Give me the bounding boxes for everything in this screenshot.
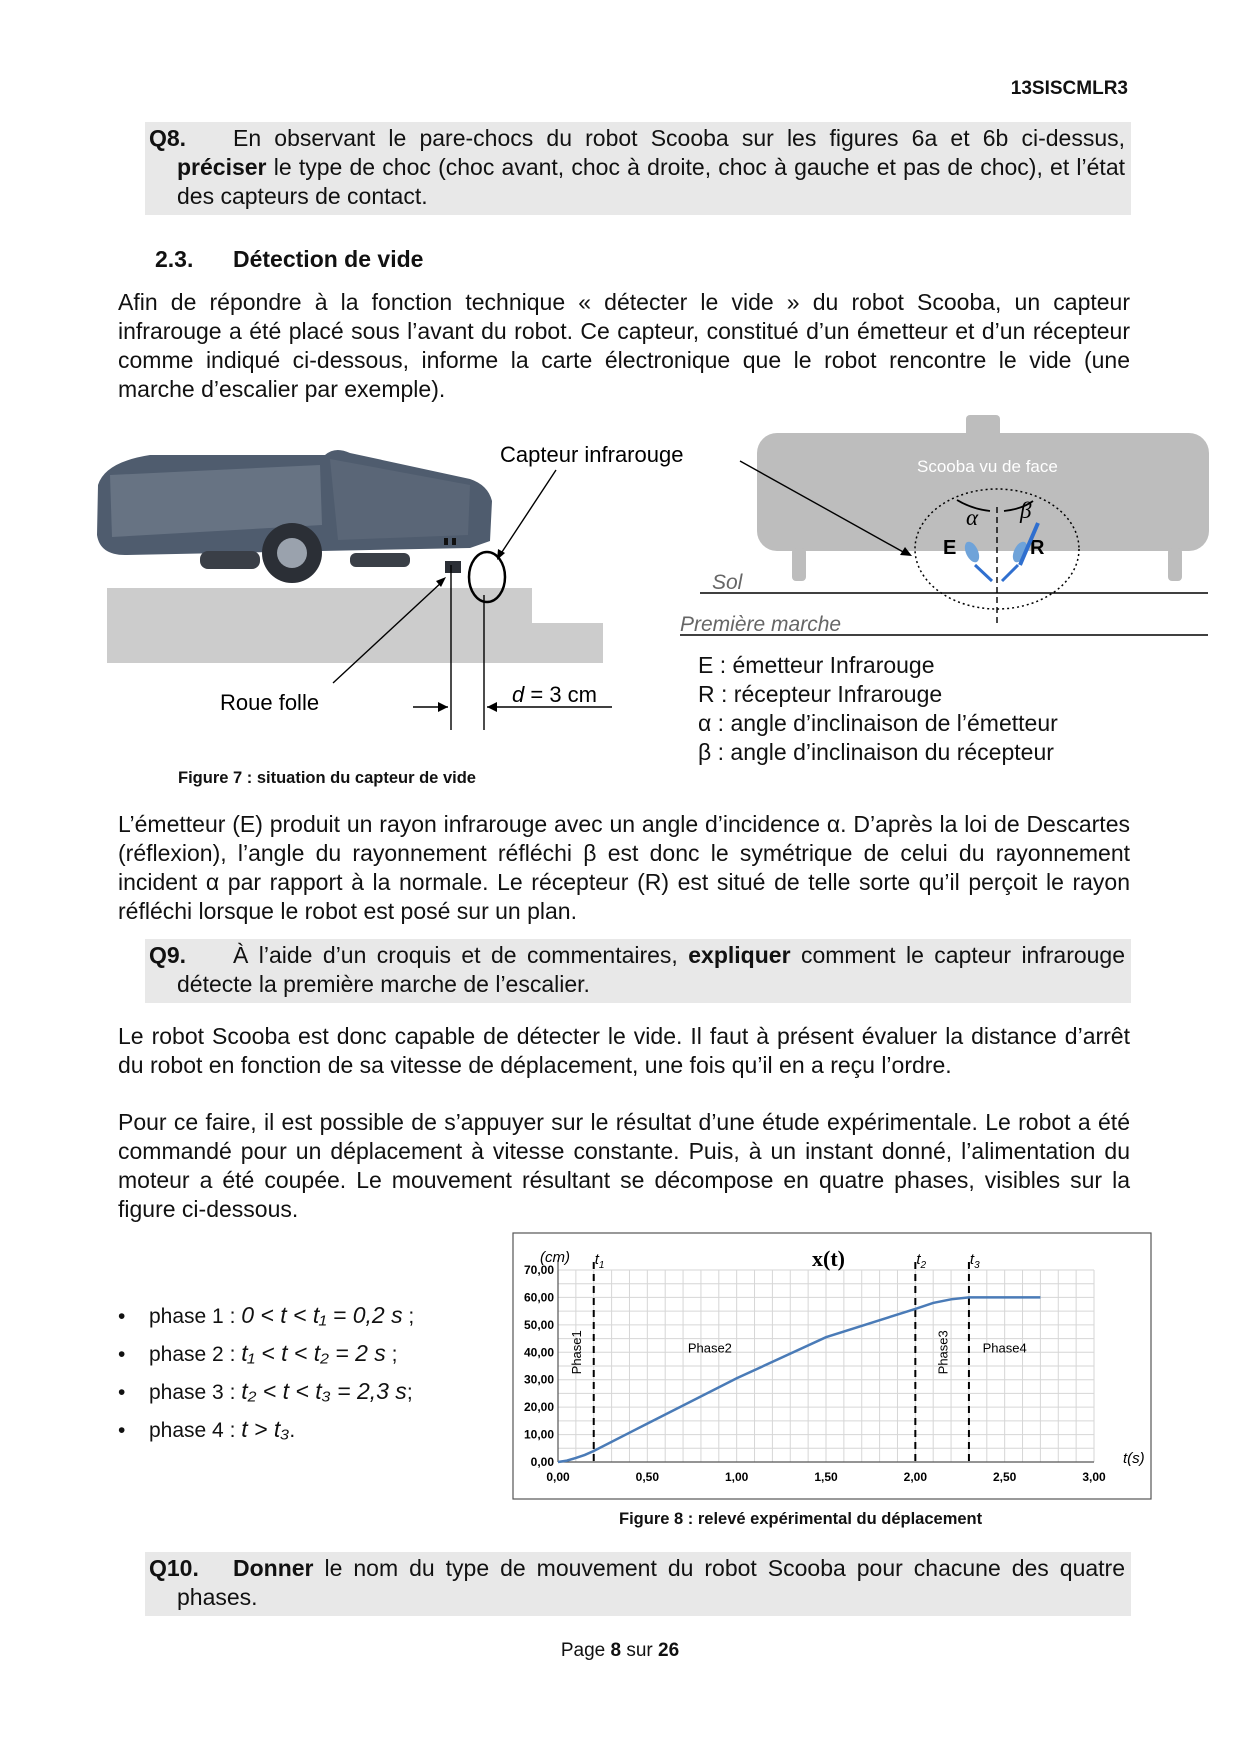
label-beta: β [1020, 498, 1032, 523]
x-tick-label: 1,50 [814, 1470, 838, 1484]
q8-line1: En observant le pare-chocs du robot Scooba sur les figures 6a et 6b ci-dessus, [233, 125, 1125, 151]
q8-number: Q8. [149, 125, 187, 151]
y-tick-label: 30,00 [523, 1372, 554, 1387]
chart-title: x(t) [812, 1246, 845, 1271]
phase-end: . [289, 1419, 296, 1442]
figure7-legend [698, 651, 1058, 767]
phase-expression: t₂ < t < t₃ = 2,3 s [241, 1378, 407, 1404]
x-tick-label: 2,50 [992, 1470, 1017, 1484]
figure8-caption: Figure 8 : relevé expérimental du déplacement [619, 1510, 983, 1528]
q9-pre: À l’aide d’un croquis et de commentaires, [233, 942, 678, 968]
y-tick-label: 70,00 [523, 1263, 554, 1277]
list-item: • phase 2 : t₁ < t < t₂ = 2 s ; [118, 1340, 398, 1366]
section-number: 2.3. [155, 246, 194, 272]
phase-expression: t₁ < t < t₂ = 2 s [241, 1340, 386, 1366]
label-scooba-face: Scooba vu de face [917, 457, 1058, 476]
stopping-paragraph: Le robot Scooba est donc capable de détecter le vide. Il faut à présent évaluer la distance d’arrêt du robot en fonction de sa vitesse de déplacement, une fois qu’il en a reçu l’ordre. [118, 1023, 1130, 1078]
y-tick-label: 40,00 [523, 1345, 554, 1360]
marker-subscript: 3 [974, 1260, 980, 1271]
q10-verb: Donner [233, 1555, 314, 1581]
list-item: • phase 4 : t > t₃. [118, 1416, 296, 1442]
chart-ylabel: (cm) [540, 1249, 570, 1266]
label-premiere-marche: Première marche [680, 613, 842, 636]
y-tick-label: 60,00 [523, 1290, 554, 1305]
phase-end: ; [391, 1343, 398, 1366]
label-emitter-E: E [943, 537, 957, 559]
figure7-caption: Figure 7 : situation du capteur de vide [178, 769, 476, 787]
label-roue-folle: Roue folle [220, 690, 320, 715]
label-alpha: α [966, 505, 979, 530]
phase-label-phase3: Phase3 [935, 1330, 951, 1375]
phase-label: phase 1 : [149, 1305, 236, 1328]
phase-list [118, 1297, 414, 1449]
page-footer [0, 1640, 1240, 1662]
legend-item: R : récepteur Infrarouge [698, 681, 943, 707]
label-receiver-R: R [1030, 537, 1045, 559]
y-tick-label: 0,00 [530, 1455, 554, 1469]
q8-verb: préciser [177, 154, 267, 180]
q9-verb: expliquer [688, 942, 791, 968]
footer-total-pages: 26 [658, 1640, 680, 1661]
y-tick-label: 10,00 [523, 1427, 554, 1442]
chart-xlabel: t(s) [1123, 1450, 1145, 1467]
document-code: 13SISCMLR3 [1010, 78, 1128, 99]
phase-end: ; [408, 1305, 415, 1328]
phase-label: phase 3 : [149, 1381, 236, 1404]
y-tick-label: 20,00 [523, 1400, 554, 1415]
section-heading [155, 246, 423, 273]
marker-subscript: 2 [920, 1260, 927, 1271]
q10-rest: le nom du type de mouvement du robot Scooba pour chacune des quatre phases. [177, 1555, 1125, 1610]
scooba-right-foot [1168, 548, 1182, 581]
step-block [107, 588, 603, 663]
list-item: • phase 3 : t₂ < t < t₃ = 2,3 s; [118, 1378, 413, 1404]
phase-expression: t > t₃ [241, 1416, 290, 1442]
distance-variable: d [512, 682, 525, 707]
question-q8-box [145, 122, 1131, 215]
intro-paragraph: Afin de répondre à la fonction technique « détecter le vide » du robot Scooba, un capteur infrarouge a été placé sous l’avant du robot. Ce capteur, constitué d’un émetteur et d’un récepteur comme indiqué ci-dessous, informe la carte électronique que le robot rencontre le vide (une marche d’escalier par exemple). [118, 289, 1130, 402]
footer-sep: sur [626, 1640, 653, 1661]
footer-page-label: Page [560, 1640, 606, 1661]
question-q10-box [145, 1552, 1131, 1616]
distance-value: = 3 cm [530, 682, 598, 707]
legend-item: β : angle d’inclinaison du récepteur [698, 739, 1054, 765]
phase-end: ; [406, 1381, 413, 1404]
scooba-front-body [757, 433, 1209, 551]
marker-subscript: 1 [598, 1260, 605, 1271]
x-tick-label: 2,00 [903, 1470, 928, 1484]
section-title: Détection de vide [233, 246, 424, 272]
label-sol: Sol [712, 571, 743, 594]
marker-label-t1: $t_1$ [594, 1251, 605, 1271]
scooba-left-foot [792, 548, 806, 581]
phase-label-phase1: Phase1 [569, 1330, 585, 1375]
x-tick-label: 0,50 [635, 1470, 660, 1484]
q8-rest: le type de choc (choc avant, choc à droite, choc à gauche et pas de choc), et l’état des capteurs de contact. [177, 154, 1126, 209]
descartes-paragraph: L’émetteur (E) produit un rayon infrarouge avec un angle d’incidence α. D’après la loi de Descartes (réflexion), l’angle du rayonnement réfléchi β est donc le symétrique de celui du rayonnement incident α par rapport à la normale. Le récepteur (R) est situé de telle sorte qu’il perçoit le rayon réfléchi lorsque le robot est posé sur un plan. [118, 811, 1130, 924]
phase-label: phase 4 : [149, 1419, 236, 1442]
phase-label: phase 2 : [149, 1343, 236, 1366]
footer-page-number: 8 [610, 1640, 622, 1661]
x-tick-label: 1,00 [724, 1470, 749, 1484]
label-distance [512, 682, 597, 707]
label-capteur-infrarouge: Capteur infrarouge [500, 442, 684, 467]
x-tick-label: 0,00 [546, 1470, 570, 1484]
q9-rest: comment le capteur infrarouge détecte la première marche de l’escalier. [177, 942, 1126, 997]
question-q9-box [145, 939, 1131, 1003]
legend-item: E : émetteur Infrarouge [698, 652, 935, 678]
phase-expression: 0 < t < t₁ = 0,2 s [241, 1302, 403, 1328]
marker-label-t3: $t_3$ [969, 1251, 980, 1271]
x-tick-label: 3,00 [1082, 1470, 1106, 1484]
marker-label-t2: $t_2$ [916, 1251, 927, 1271]
y-tick-label: 50,00 [523, 1317, 554, 1332]
figure8-chart [512, 1232, 1152, 1500]
q9-number: Q9. [149, 942, 187, 968]
robot-side-image [97, 450, 492, 583]
list-item: • phase 1 : 0 < t < t₁ = 0,2 s ; [118, 1302, 415, 1328]
phase-label-phase2: Phase2 [687, 1340, 732, 1356]
experiment-paragraph: Pour ce faire, il est possible de s’appuyer sur le résultat d’une étude expérimentale. Le robot a été commandé pour un déplacement à vitesse constante. Puis, à un instant donné, l’alimentation du moteur a été coupée. Le mouvement résultant se décompose en quatre phases, visibles sur la figure ci-dessous. [118, 1109, 1130, 1222]
legend-item: α : angle d’inclinaison de l’émetteur [698, 710, 1058, 736]
q10-number: Q10. [149, 1555, 199, 1581]
phase-label-phase4: Phase4 [982, 1340, 1027, 1356]
